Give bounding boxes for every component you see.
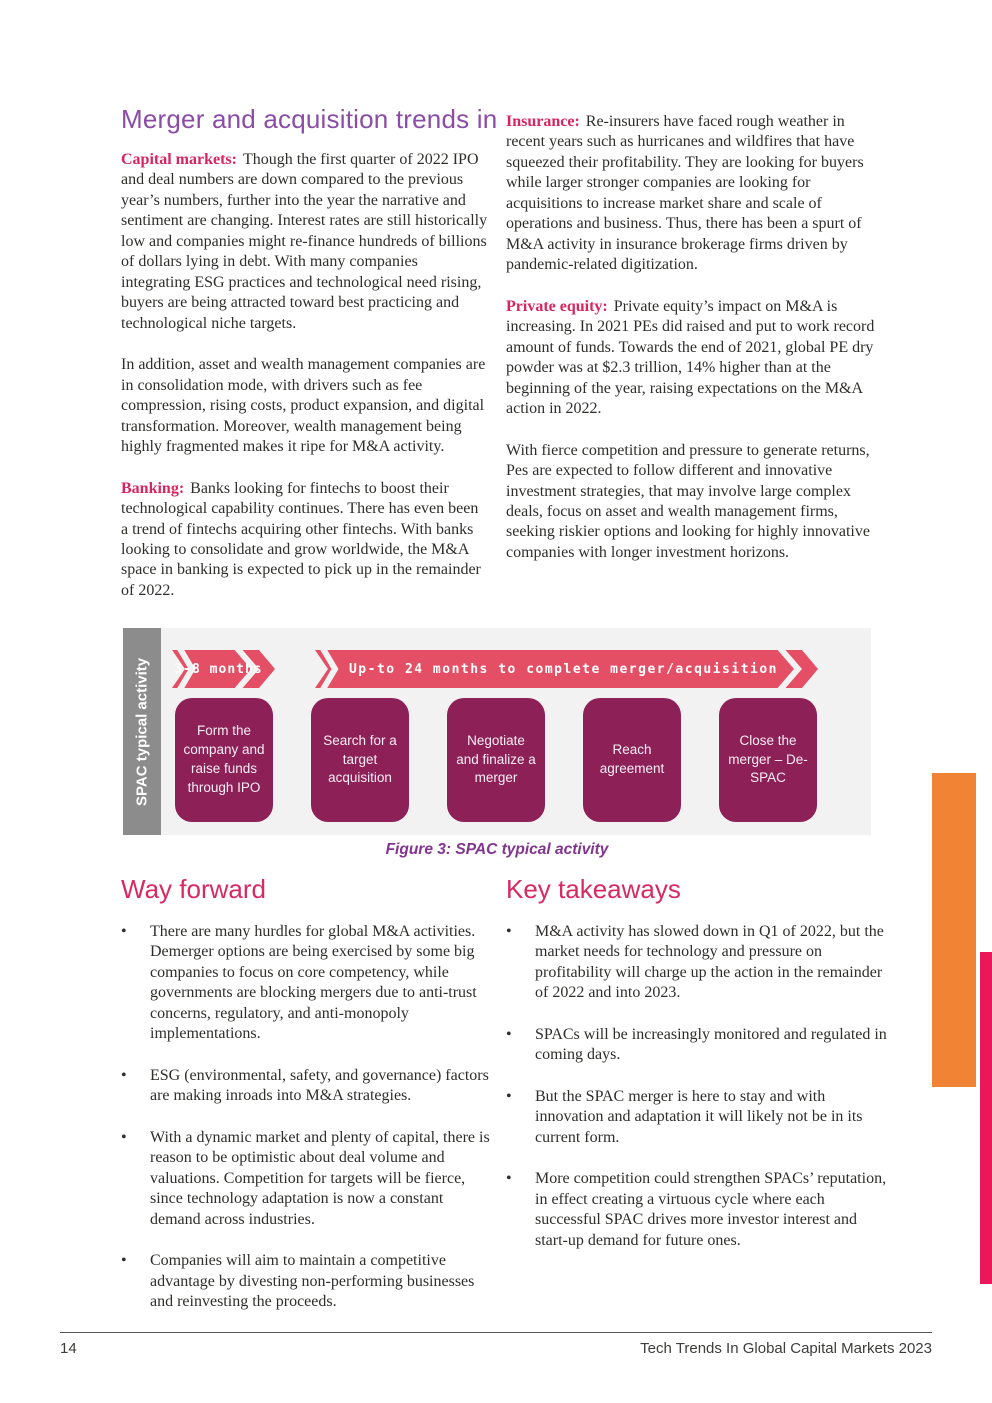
pink-accent-bar (980, 952, 992, 1284)
bullet-marker: • (506, 1170, 512, 1188)
bullet-marker: • (121, 1128, 127, 1146)
bullet-marker: • (121, 1066, 127, 1084)
bullet-text: Companies will aim to maintain a competitive advantage by divesting non-performing businesses and reinvesting the proceeds. (150, 1252, 475, 1311)
paragraph-lead: Banking: (121, 479, 185, 497)
spac-step: Search for a target acquisition (311, 698, 409, 822)
paragraph (121, 150, 489, 334)
paragraph-text: Though the first quarter of 2022 IPO and deal numbers are down compared to the previous year’s numbers, further into the year the narrative and sentiment are changing. Interest rates are still historically low and companies might re-finance hundreds of billions of dollars lying in debt. With many companies integrating ESG practices and technological need rising, buyers are being attracted toward best practicing and technological niche targets. (121, 151, 488, 332)
paragraph-lead: Private equity: (506, 297, 608, 315)
bullet-marker: • (506, 1025, 512, 1043)
spac-activity-figure (123, 628, 871, 835)
page-number: 14 (60, 1340, 77, 1357)
bullet-text: But the SPAC merger is here to stay and with innovation and adaptation it will likely not be in its current form. (535, 1087, 863, 1146)
footer-divider (60, 1332, 932, 1333)
bullet-text: SPACs will be increasingly monitored and regulated in coming days. (535, 1025, 887, 1064)
paragraph-text: In addition, asset and wealth management companies are in consolidation mode, with drivers such as fee compression, rising costs, product expansion, and digital transformation. Moreover, wealth management being highly fragmented makes it ripe for M&A activity. (121, 356, 486, 456)
paragraph (121, 479, 489, 602)
spac-step: Form the company and raise funds through IPO (175, 698, 273, 822)
right-column (506, 112, 876, 584)
page-title: Merger and acquisition trends in (121, 104, 498, 134)
figure-caption: Figure 3: SPAC typical activity (385, 841, 609, 858)
paragraph-text: Re-insurers have faced rough weather in recent years such as hurricanes and wildfires that have squeezed their profitability. They are looking for buyers while larger stronger companies are looking for acquisitions to increase market share and scale of operations and business. Thus, there has been a spurt of M&A activity in insurance brokerage firms driven by pandemic-related digitization. (506, 113, 864, 274)
list-item (121, 922, 497, 1045)
timeline-label: 3-8 months (174, 661, 263, 677)
bullet-marker: • (121, 923, 127, 940)
bullet-text: With a dynamic market and plenty of capital, there is reason to be optimistic about deal volume and valuations. Competition for targets will be fierce, since technology adaptation is now a constant demand across industries. (150, 1128, 490, 1228)
bullet-marker: • (506, 923, 512, 940)
orange-accent-bar (932, 773, 976, 1087)
timeline-label: Up-to 24 months to complete merger/acquisition (348, 661, 779, 677)
timeline-arrow-short (172, 650, 275, 688)
list-item (506, 1025, 888, 1066)
bullet-text: More competition could strengthen SPACs’ reputation, in effect creating a virtuous cycle where each successful SPAC drives more investor interest and start-up demand for future ones. (535, 1170, 887, 1249)
paragraph-lead: Insurance: (506, 113, 580, 130)
paragraph-text: Private equity’s impact on M&A is increasing. In 2021 PEs did raised and put to work record amount of funds. Towards the end of 2021, global PE dry powder was at $2.3 trillion, 14% higher than at the beginning of the year, raising expectations on the M&A action in 2022. (506, 297, 875, 418)
section-heading-key-takeaways: Key takeaways (506, 874, 681, 904)
spac-step: Close the merger – De-SPAC (719, 698, 817, 822)
timeline-arrow-long (315, 650, 818, 688)
section-heading-way-forward: Way forward (121, 874, 266, 904)
list-item (506, 922, 888, 1004)
paragraph (121, 355, 489, 457)
list-item (506, 1169, 888, 1251)
key-takeaways-list (506, 922, 888, 1272)
paragraph (506, 297, 876, 420)
bullet-text: There are many hurdles for global M&A activities. Demerger options are being exercised by some big companies to focus on core competency, while governments are blocking mergers due to anti-trust concerns, regulatory, and anti-monopoly implementations. (150, 923, 477, 1043)
bullet-text: M&A activity has slowed down in Q1 of 2022, but the market needs for technology and pressure on profitability will charge up the action in the remainder of 2022 and into 2023. (535, 923, 884, 1002)
list-item (506, 1087, 888, 1148)
bullet-marker: • (506, 1087, 512, 1105)
footer-title: Tech Trends In Global Capital Markets 2023 (640, 1340, 932, 1357)
bullet-marker: • (121, 1252, 127, 1270)
way-forward-list (121, 922, 497, 1334)
figure-sidebar (123, 628, 161, 835)
bullet-text: ESG (environmental, safety, and governance) factors are making inroads into M&A strategies. (150, 1066, 489, 1105)
list-item (121, 1128, 497, 1230)
left-column (121, 150, 489, 622)
list-item (121, 1066, 497, 1107)
spac-step: Negotiate and finalize a merger (447, 698, 545, 822)
paragraph (506, 112, 876, 276)
figure-sidebar-label: SPAC typical activity (133, 657, 151, 806)
paragraph-lead: Capital markets: (121, 151, 237, 168)
paragraph (506, 441, 876, 564)
spac-step: Reach agreement (583, 698, 681, 822)
list-item (121, 1251, 497, 1312)
paragraph-text: Banks looking for fintechs to boost their technological capability continues. There has even been a trend of fintechs acquiring other fintechs. With banks looking to consolidate and grow worldwide, the M&A space in banking is expected to pick up in the remainder of 2022. (121, 479, 481, 599)
paragraph-text: With fierce competition and pressure to generate returns, Pes are expected to follow different and innovative investment strategies, that may involve large complex deals, focus on asset and wealth management firms, seeking riskier options and looking for highly innovative companies with longer investment horizons. (506, 441, 870, 561)
